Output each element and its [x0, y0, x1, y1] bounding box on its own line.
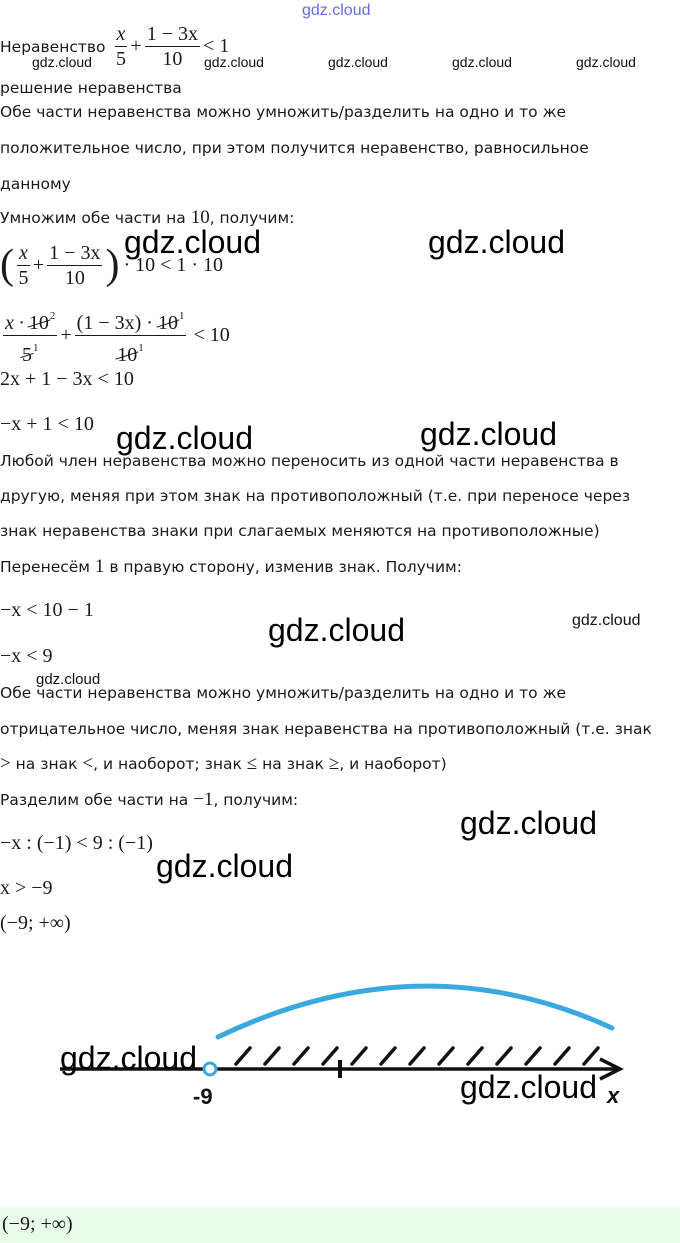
math-symbol: < [82, 753, 94, 774]
cancelled-number: 10 [117, 344, 138, 366]
reduced-exponent: 1 [32, 342, 39, 354]
watermark: gdz.cloud [60, 1040, 197, 1076]
watermark-top: gdz.cloud [302, 2, 371, 19]
math-part: x · [5, 312, 29, 334]
divide-sentence [0, 790, 298, 810]
paragraph-line: Обе части неравенства можно умножить/разделить на одно и то же [0, 684, 567, 702]
frac-numerator: x [116, 23, 126, 45]
math-step-8: x > −9 [0, 877, 53, 899]
math-symbol: > [0, 753, 11, 774]
frac-denominator: 5 [18, 266, 29, 289]
reduced-exponent: 1 [178, 310, 185, 322]
watermark: gdz.cloud [268, 612, 405, 648]
watermark: gdz.cloud [116, 420, 253, 456]
text-part: на знак [257, 755, 329, 773]
paragraph-line [0, 754, 447, 774]
watermark: gdz.cloud [124, 224, 261, 260]
watermark: gdz.cloud [576, 54, 636, 70]
text-part: , получим: [209, 209, 295, 227]
text-part: , и наоборот; знак [93, 755, 247, 773]
watermark: gdz.cloud [36, 671, 101, 688]
math-step-5: −x < 10 − 1 [0, 599, 94, 621]
math-symbol: ≤ [246, 753, 258, 774]
math-rest: · 10 < 1 · 10 [123, 253, 224, 276]
watermark: gdz.cloud [328, 54, 388, 70]
text-part: в правую сторону, изменив знак. Получим: [104, 558, 462, 576]
watermark: gdz.cloud [156, 848, 293, 884]
transfer-value: 1 [94, 556, 105, 577]
paragraph-line: знак неравенства знаки при слагаемых меняются на противоположные) [0, 522, 600, 540]
point-label: -9 [193, 1084, 213, 1109]
math-step-1: ( $\frac{x}{5}$ + $\frac{1 - 3x}{10}$ ) · 10 < 1 · 10 [0, 241, 224, 289]
paragraph-line: Обе части неравенства можно умножить/разделить на одно и то же [0, 103, 567, 121]
frac-denominator: 10 [162, 48, 183, 70]
math-part: (1 − 3x) · [76, 312, 158, 334]
watermark: gdz.cloud [204, 54, 264, 70]
frac-denominator: 5 [115, 48, 126, 70]
paragraph-line: отрицательное число, меняя знак неравенства на противоположный (т.е. знак [0, 720, 652, 738]
task-label: Неравенство [0, 37, 106, 56]
watermark: gdz.cloud [452, 54, 512, 70]
watermark: gdz.cloud [428, 224, 565, 260]
text-part: на знак [10, 755, 83, 773]
math-step-7: −x : (−1) < 9 : (−1) [0, 832, 153, 854]
text-part: Умножим обе части на [0, 209, 191, 227]
paragraph-line: положительное число, при этом получится неравенство, равносильное [0, 139, 589, 157]
multiplier-value: 10 [190, 207, 210, 228]
watermark: gdz.cloud [460, 805, 597, 841]
math-step-6: −x < 9 [0, 645, 53, 667]
watermark: gdz.cloud [572, 612, 641, 629]
plus-sign: + [130, 35, 142, 57]
watermark: gdz.cloud [420, 416, 557, 452]
paragraph-line: данному [0, 175, 71, 193]
text-part: , получим: [213, 791, 299, 809]
watermark: gdz.cloud [32, 54, 92, 70]
task-rhs: < 1 [202, 35, 230, 57]
transfer-sentence [0, 557, 462, 577]
cancelled-number: 10 [28, 312, 49, 334]
hatching [236, 1048, 598, 1064]
frac-denominator: 10 [64, 266, 85, 289]
interval-result: (−9; +∞) [0, 912, 71, 934]
cancelled-number: 10 [157, 312, 178, 334]
frac-numerator: x [19, 241, 28, 264]
watermark: gdz.cloud [460, 1069, 597, 1105]
answer-box [0, 1207, 680, 1243]
open-point [204, 1063, 216, 1075]
reduced-exponent: 1 [138, 342, 144, 354]
text-part: Разделим обе части на [0, 791, 194, 809]
math-step-4: −x + 1 < 10 [0, 413, 94, 435]
math-symbol: ≥ [328, 753, 340, 774]
math-rest: < 10 [193, 324, 230, 346]
math-step-2: $\frac{x \cdot 10^2}{5^1}$ + $\frac{(1 - 3x) \cdot 10^1}{10^1}$ < 10 [0, 304, 230, 367]
solution-arc [218, 986, 612, 1037]
frac-numerator: 1 − 3x [146, 23, 198, 45]
answer-value: (−9; +∞) [2, 1213, 73, 1235]
text-part: Перенесём [0, 558, 95, 576]
axis-label: x [607, 1083, 620, 1108]
frac-numerator: 1 − 3x [49, 241, 101, 264]
math-step-3: 2x + 1 − 3x < 10 [0, 368, 134, 390]
paragraph-line: другую, меняя при этом знак на противоположный (т.е. при переносе через [0, 487, 631, 505]
divisor-value: −1 [193, 789, 214, 810]
reduced-exponent: 2 [49, 310, 56, 322]
solution-heading: решение неравенства [0, 79, 182, 97]
cancelled-number: 5 [21, 344, 32, 366]
paragraph-line: Любой член неравенства можно переносить из одной части неравенства в [0, 452, 619, 470]
text-part: , и наоборот) [339, 755, 447, 773]
